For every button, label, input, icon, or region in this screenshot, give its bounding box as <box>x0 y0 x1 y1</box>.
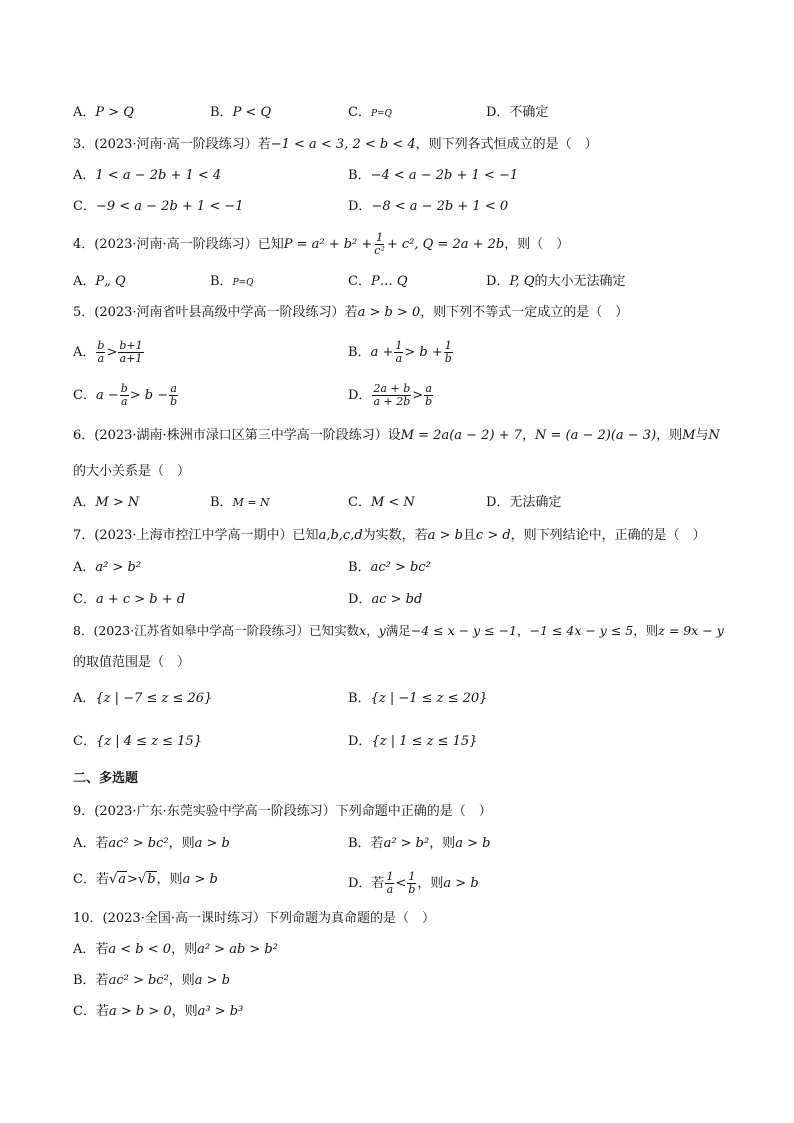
q5-suffix: ，则下列不等式一定成立的是（ ） <box>420 305 629 320</box>
option-math: M < N <box>370 495 415 510</box>
q6-option-a <box>73 494 139 512</box>
sqrt-symbol: √ <box>137 872 147 887</box>
option-math: P, Q <box>509 274 535 289</box>
q3-suffix: ，则下列各式恒成立的是（ ） <box>415 137 598 152</box>
option-letter: C． <box>73 199 96 214</box>
q6-expr-n: N = (a − 2)(a − 3) <box>534 428 657 443</box>
option-letter: B． <box>210 495 233 510</box>
q6-stem: 6．(2023·湖南·株洲市渌口区第三中学高一阶段练习）设M = 2a(a − 2) + 7，N = (a − 2)(a − 3)，则M与N <box>73 428 720 443</box>
option-letter: B． <box>348 560 371 575</box>
q9-option-b: B．若a² > b²，则a > b <box>348 836 491 851</box>
option-text: 的大小无法确定 <box>534 274 626 289</box>
option-math: −9 < a − 2b + 1 < −1 <box>95 199 244 214</box>
q9-option-a: A．若ac² > bc²，则a > b <box>73 836 230 851</box>
option-letter: D． <box>348 199 372 214</box>
q5-stem <box>73 304 628 322</box>
q4-fraction: $\frac{1}{\text{c²}}$ <box>374 231 385 257</box>
q9-stem: 9．(2023·广东·东莞实验中学高一阶段练习）下列命题中正确的是（ ） <box>73 804 492 819</box>
option-math: a + c > b + d <box>95 592 186 607</box>
q3-stem <box>73 136 598 154</box>
option-letter: A． <box>73 105 96 120</box>
option-letter: C． <box>348 105 371 120</box>
option-letter: B． <box>348 691 371 706</box>
q8-option-b <box>348 690 487 708</box>
fraction: $\frac{b}{a}$ <box>120 382 128 408</box>
q3-option-a <box>73 167 221 185</box>
q4-stem <box>73 232 569 257</box>
q3-condition: −1 < a < 3, 2 < b < 4 <box>270 137 416 152</box>
q5-prefix: 5．(2023·河南省叶县高级中学高一阶段练习）若 <box>73 305 358 320</box>
sqrt-symbol: √ <box>108 872 118 887</box>
q2-option-d: D．不确定 <box>486 105 549 120</box>
fraction: $\frac{b}{a}$ <box>97 339 105 365</box>
option-letter: C． <box>73 592 96 607</box>
fraction: $\frac{2a + b}{a + 2b}$ <box>373 382 411 408</box>
fraction: $\frac{1}{a}$ <box>386 870 394 896</box>
q4-option-b <box>210 273 254 292</box>
option-math: {z | 4 ≤ z ≤ 15} <box>95 734 202 749</box>
fraction: $\frac{a}{b}$ <box>170 382 178 408</box>
q8-option-c <box>73 733 202 751</box>
q10-option-c: C．若a > b > 0，则a³ > b³ <box>73 1004 244 1019</box>
q7-option-c <box>73 591 185 609</box>
fraction: $\frac{1}{b}$ <box>408 870 416 896</box>
q7-prefix: 7．(2023·上海市控江中学高一期中）已知 <box>73 528 319 543</box>
q8-option-a <box>73 690 212 708</box>
option-letter: D． <box>348 592 372 607</box>
q4-expr-q: + c², Q = 2a + 2b <box>386 237 505 252</box>
option-math: M = N <box>232 496 270 509</box>
option-math: −4 < a − 2b + 1 < −1 <box>370 168 519 183</box>
option-math: {z | −7 ≤ z ≤ 26} <box>95 691 213 706</box>
q9-option-c: C．若√a>√b，则a > b <box>73 872 218 887</box>
option-letter: C． <box>73 388 96 403</box>
option-letter: A． <box>73 691 96 706</box>
option-math: P„ Q <box>95 274 126 289</box>
option-letter: A． <box>73 168 96 183</box>
fraction: $\frac{1}{b}$ <box>444 339 452 365</box>
q5-option-a: A． $\frac{b}{a}$ > $\frac{b+1}{a+1}$ <box>73 339 143 365</box>
option-letter: D． <box>348 388 372 403</box>
option-math: ac > bd <box>371 592 423 607</box>
option-letter: B． <box>348 345 371 360</box>
q10-stem: 10．(2023·全国·高一课时练习）下列命题为真命题的是（ ） <box>73 911 435 926</box>
q7-stem: 7．(2023·上海市控江中学高一期中）已知a,b,c,d为实数，若a > b且c > d，则下列结论中，正确的是（ ） <box>73 528 706 543</box>
q4-option-c <box>348 273 408 291</box>
option-math: P=Q <box>370 109 392 119</box>
q10-option-a: A．若a < b < 0，则a² > ab > b² <box>73 942 278 957</box>
fraction: $\frac{a}{b}$ <box>425 382 433 408</box>
option-letter: C． <box>348 495 371 510</box>
option-letter: C． <box>73 734 96 749</box>
option-math: ac² > bc² <box>370 560 431 575</box>
q6-stem-line2: 的大小关系是（ ） <box>73 464 191 479</box>
option-letter: B． <box>210 105 233 120</box>
option-letter: A． <box>73 495 96 510</box>
q5-option-b: B．a + $\frac{1}{a}$ > b + $\frac{1}{b}$ <box>348 339 452 365</box>
option-letter: D． <box>348 734 372 749</box>
q4-option-a <box>73 273 126 291</box>
q9-option-d: D．若 $\frac{1}{a}$ < $\frac{1}{b}$ ，则a > b <box>348 870 479 896</box>
q7-option-a <box>73 559 141 577</box>
fraction: $\frac{b+1}{a+1}$ <box>119 339 143 365</box>
q10-option-b: B．若ac² > bc²，则a > b <box>73 973 231 988</box>
q4-expr-p: P = a² + b² + <box>283 237 373 252</box>
q6-expr-m: M = 2a(a − 2) + 7 <box>400 428 522 443</box>
option-letter: A． <box>73 345 96 360</box>
q2-option-c <box>348 104 392 123</box>
q8-stem-line2: 的取值范围是（ ） <box>73 655 191 670</box>
option-math: a² > b² <box>95 560 142 575</box>
q5-option-d: D． $\frac{2a + b}{a + 2b}$ > $\frac{a}{b}$ <box>348 382 433 408</box>
option-letter: A． <box>73 274 96 289</box>
q5-option-c: C．a − $\frac{b}{a}$ > b − $\frac{a}{b}$ <box>73 382 178 408</box>
q2-option-b <box>210 104 271 122</box>
option-math: P < Q <box>232 105 272 120</box>
q4-option-d <box>486 273 626 291</box>
option-math: M > N <box>95 495 140 510</box>
option-letter: B． <box>348 168 371 183</box>
q6-option-c <box>348 494 415 512</box>
q6-option-d: D．无法确定 <box>486 495 562 510</box>
section-heading-multiple-choice: 二、多选题 <box>73 771 139 786</box>
option-math: 1 < a − 2b + 1 < 4 <box>95 168 222 183</box>
option-math: {z | 1 ≤ z ≤ 15} <box>371 734 478 749</box>
option-letter: D． <box>486 274 510 289</box>
fraction: $\frac{1}{a}$ <box>395 339 403 365</box>
q5-condition: a > b > 0 <box>357 305 421 320</box>
q8-stem: 8．(2023·江苏省如皋中学高一阶段练习）已知实数x，y满足−4 ≤ x − y ≤ −1，−1 ≤ 4x − y ≤ 5，则z = 9x − y <box>73 623 724 638</box>
q7-option-b <box>348 559 431 577</box>
option-letter: C． <box>348 274 371 289</box>
q3-option-d <box>348 198 508 216</box>
option-math: −8 < a − 2b + 1 < 0 <box>371 199 509 214</box>
option-letter: A． <box>73 560 96 575</box>
option-math: P… Q <box>370 274 408 289</box>
q6-option-b <box>210 494 270 512</box>
q8-prefix: 8．(2023·江苏省如皋中学高一阶段练习）已知实数 <box>73 623 360 638</box>
option-math: {z | −1 ≤ z ≤ 20} <box>370 691 488 706</box>
option-math: P > Q <box>95 105 134 120</box>
q7-option-d <box>348 591 422 609</box>
q4-prefix: 4．(2023·河南·高一阶段练习）已知 <box>73 237 284 252</box>
q3-option-c <box>73 198 244 216</box>
q3-prefix: 3．(2023·河南·高一阶段练习）若 <box>73 137 271 152</box>
option-math: P=Q <box>232 278 254 288</box>
option-letter: B． <box>210 274 233 289</box>
q8-option-d <box>348 733 477 751</box>
q2-option-a <box>73 104 134 122</box>
q3-option-b <box>348 167 518 185</box>
q4-suffix: ，则（ ） <box>504 237 570 252</box>
q6-prefix: 6．(2023·湖南·株洲市渌口区第三中学高一阶段练习）设 <box>73 428 401 443</box>
